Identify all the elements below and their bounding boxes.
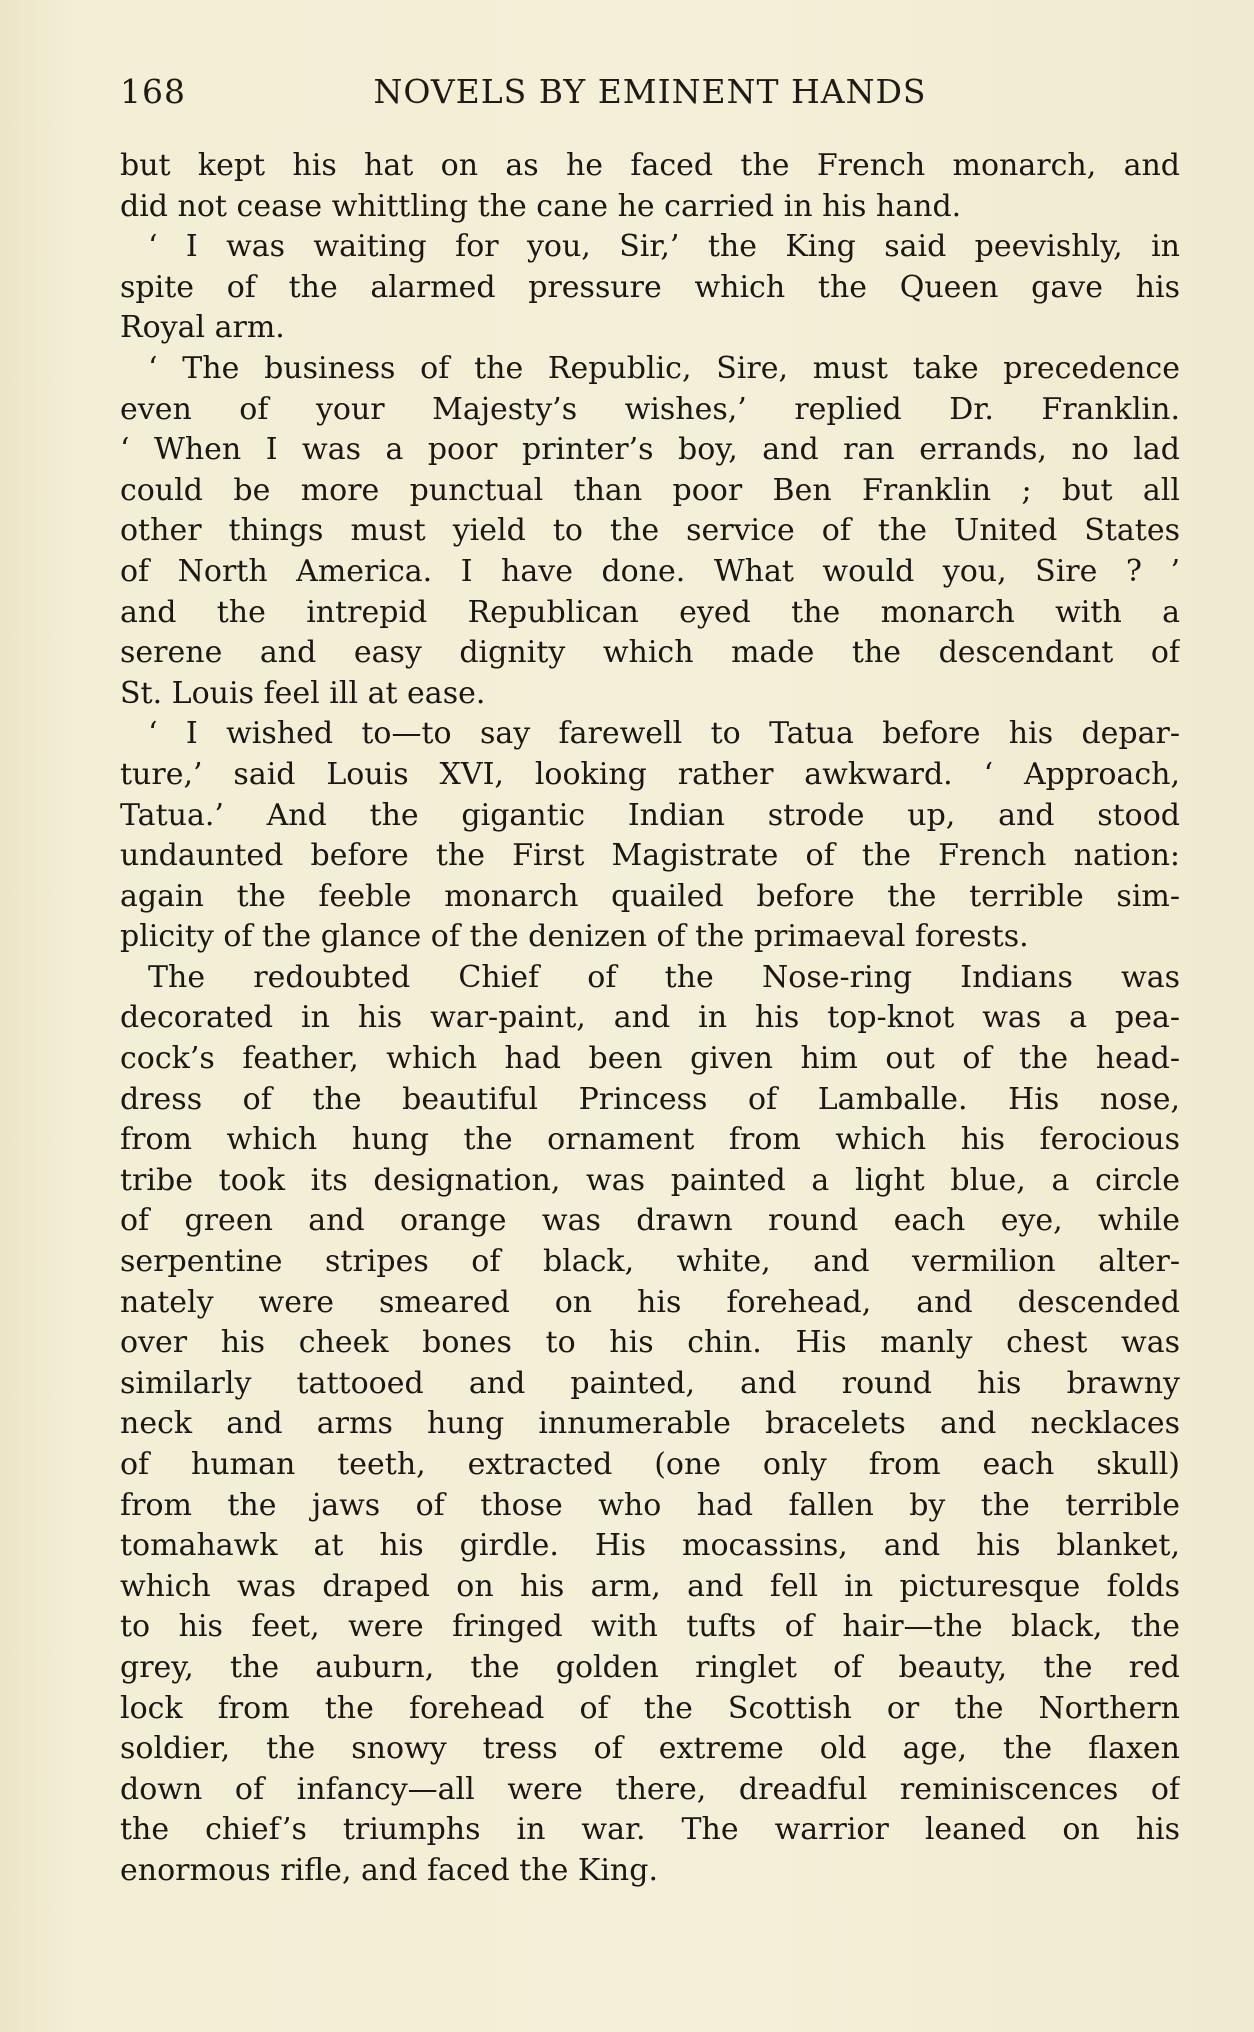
- text-line: neck and arms hung innumerable bracelets and necklaces: [120, 1406, 1180, 1442]
- text-line: plicity of the glance of the denizen of the primaeval forests.: [120, 919, 1029, 955]
- text-line: undaunted before the First Magistrate of the French nation:: [120, 838, 1180, 874]
- text-line: from the jaws of those who had fallen by the terrible: [120, 1487, 1180, 1523]
- text-line: other things must yield to the service of the United States: [120, 513, 1180, 549]
- text-line: cock’s feather, which had been given him out of the head-: [120, 1041, 1180, 1077]
- text-line: Royal arm.: [120, 310, 285, 346]
- text-line: of North America. I have done. What would you, Sire ? ’: [120, 553, 1180, 589]
- text-line: serpentine stripes of black, white, and vermilion alter-: [120, 1244, 1180, 1280]
- text-line: from which hung the ornament from which his ferocious: [120, 1122, 1180, 1158]
- page-header: [120, 70, 1180, 114]
- text-line: did not cease whittling the cane he carried in his hand.: [120, 188, 962, 224]
- text-line: enormous rifle, and faced the King.: [120, 1852, 658, 1888]
- text-line: lock from the forehead of the Scottish or the Northern: [120, 1690, 1180, 1726]
- text-line: of green and orange was drawn round each eye, while: [120, 1203, 1180, 1239]
- text-line: soldier, the snowy tress of extreme old age, the flaxen: [120, 1731, 1180, 1767]
- text-line: over his cheek bones to his chin. His manly chest was: [120, 1325, 1180, 1361]
- text-line: again the feeble monarch quailed before the terrible sim-: [120, 878, 1180, 914]
- text-line: spite of the alarmed pressure which the Queen gave his: [120, 269, 1180, 305]
- text-line: ‘ When I was a poor printer’s boy, and ran errands, no lad: [120, 432, 1180, 468]
- text-line: similarly tattooed and painted, and round his brawny: [120, 1365, 1180, 1401]
- text-line: could be more punctual than poor Ben Franklin ; but all: [120, 472, 1180, 508]
- text-line: to his feet, were fringed with tufts of hair—the black, the: [120, 1609, 1180, 1645]
- text-line: The redoubted Chief of the Nose-ring Indians was: [148, 959, 1180, 995]
- text-line: St. Louis feel ill at ease.: [120, 675, 486, 711]
- text-line: which was draped on his arm, and fell in picturesque folds: [120, 1568, 1180, 1604]
- text-line: Tatua.’ And the gigantic Indian strode up, and stood: [120, 797, 1180, 833]
- text-line: even of your Majesty’s wishes,’ replied Dr. Franklin.: [120, 391, 1180, 427]
- body-text: [120, 146, 1180, 1892]
- text-line: of human teeth, extracted (one only from each skull): [120, 1447, 1180, 1482]
- text-line: dress of the beautiful Princess of Lamballe. His nose,: [120, 1081, 1180, 1117]
- text-line: tribe took its designation, was painted a light blue, a circle: [120, 1162, 1180, 1198]
- text-line: decorated in his war-paint, and in his top-knot was a pea-: [120, 1000, 1180, 1036]
- text-line: nately were smeared on his forehead, and descended: [120, 1284, 1180, 1320]
- text-line: the chief’s triumphs in war. The warrior leaned on his: [120, 1812, 1180, 1848]
- text-line: ‘ I wished to—to say farewell to Tatua before his depar-: [148, 716, 1180, 752]
- page-number: 168: [120, 72, 186, 111]
- text-line: but kept his hat on as he faced the French monarch, and: [120, 148, 1180, 183]
- text-line: ‘ The business of the Republic, Sire, must take precedence: [148, 350, 1180, 386]
- text-line: grey, the auburn, the golden ringlet of beauty, the red: [120, 1649, 1180, 1685]
- text-line: tomahawk at his girdle. His mocassins, and his blanket,: [120, 1528, 1180, 1564]
- text-line: ‘ I was waiting for you, Sir,’ the King said peevishly, in: [148, 229, 1180, 265]
- text-line: ture,’ said Louis XVI, looking rather awkward. ‘ Approach,: [120, 756, 1180, 792]
- text-line: and the intrepid Republican eyed the monarch with a: [120, 594, 1180, 630]
- text-line: down of infancy—all were there, dreadful reminiscences of: [120, 1771, 1180, 1807]
- running-title: NOVELS BY EMINENT HANDS: [373, 72, 927, 111]
- text-line: serene and easy dignity which made the descendant of: [120, 635, 1180, 671]
